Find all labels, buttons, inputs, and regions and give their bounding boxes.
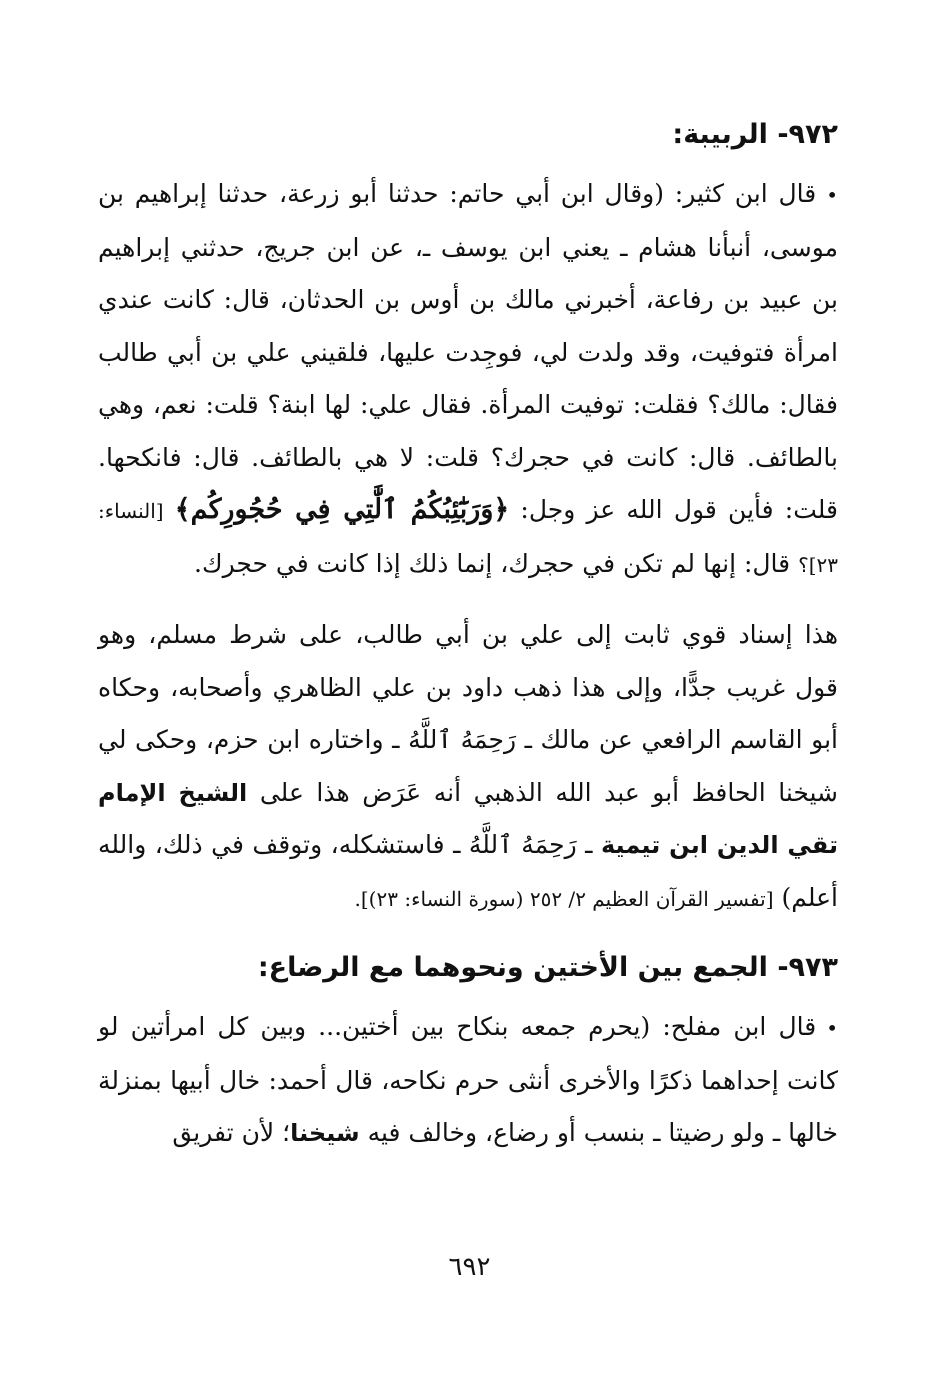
paragraph-text: قال ابن مفلح: (يحرم جمعه بنكاح بين أختين... وبين كل امرأتين لو كانت إحداهما ذكرًا والأخرى أنثى حرم نكاحه، قال أحمد: خال أبيها بمنزلة خالها ـ ولو رضيتا ـ بنسب أو رضاع، وخالف فيه (98, 1012, 838, 1147)
quran-verse: ﴿وَرَبَٰٓئِبُكُمُ ٱلَّٰتِي فِي حُجُورِكُم﴾ (174, 494, 510, 525)
paragraph-text: قال: إنها لم تكن في حجرك، إنما ذلك إذا كانت في حجرك. (194, 548, 791, 578)
scholar-name: الشيخ الإمام تقي الدين ابن تيمية (98, 778, 838, 859)
verse-reference: [النساء: ٢٣]؟ (98, 499, 838, 577)
paragraph-ibn-muflih-quote (98, 1001, 838, 1160)
bullet-icon: • (826, 1016, 838, 1040)
page-body (98, 110, 838, 1178)
bullet-icon: • (826, 183, 838, 207)
paragraph-commentary (98, 609, 838, 925)
paragraph-text: هذا إسناد قوي ثابت إلى علي بن أبي طالب، على شرط مسلم، وهو قول غريب جدًّا، وإلى هذا ذهب داود بن علي الظاهري وأصحابه، وحكاه أبو القاسم الرافعي عن مالك ـ رَحِمَهُ ٱللَّهُ ـ واختاره ابن حزم، وحكى لي شيخنا الحافظ أبو عبد الله الذهبي أنه عَرَض هذا على (98, 620, 839, 807)
paragraph-text: ـ رَحِمَهُ ٱللَّهُ ـ فاستشكله، وتوقف في ذلك، والله أعلم) (98, 830, 838, 912)
page-number: ٦٩٢ (448, 1252, 491, 1282)
section-heading-973: ٩٧٣- الجمع بين الأختين ونحوهما مع الرضاع: (257, 952, 838, 983)
section-heading-972: ٩٧٢- الربيبة: (672, 119, 838, 150)
scholar-reference: شيخنا (290, 1119, 360, 1147)
paragraph-text: قال ابن كثير: (وقال ابن أبي حاتم: حدثنا أبو زرعة، حدثنا إبراهيم بن موسى، أنبأنا هشام ـ يعني ابن يوسف ـ، عن ابن جريج، حدثني إبراهيم بن عبيد بن رفاعة، أخبرني مالك بن أوس بن الحدثان، قال: كانت عندي امرأة فتوفيت، وقد ولدت لي، فوجِدت عليها، فلقيني علي بن أبي طالب فقال: مالك؟ فقلت: توفيت المرأة. فقال علي: لها ابنة؟ قلت: نعم، وهي بالطائف. قال: كانت في حجرك؟ قلت: لا هي بالطائف. قال: فانكحها. قلت: فأين قول الله عز وجل: (98, 179, 838, 524)
paragraph-text: ؛ لأن تفريق (172, 1118, 291, 1147)
paragraph-ibn-kathir-quote (98, 168, 838, 591)
source-reference: [تفسير القرآن العظيم ٢/ ٢٥٢ (سورة النساء: ٢٣)]. (354, 886, 774, 911)
